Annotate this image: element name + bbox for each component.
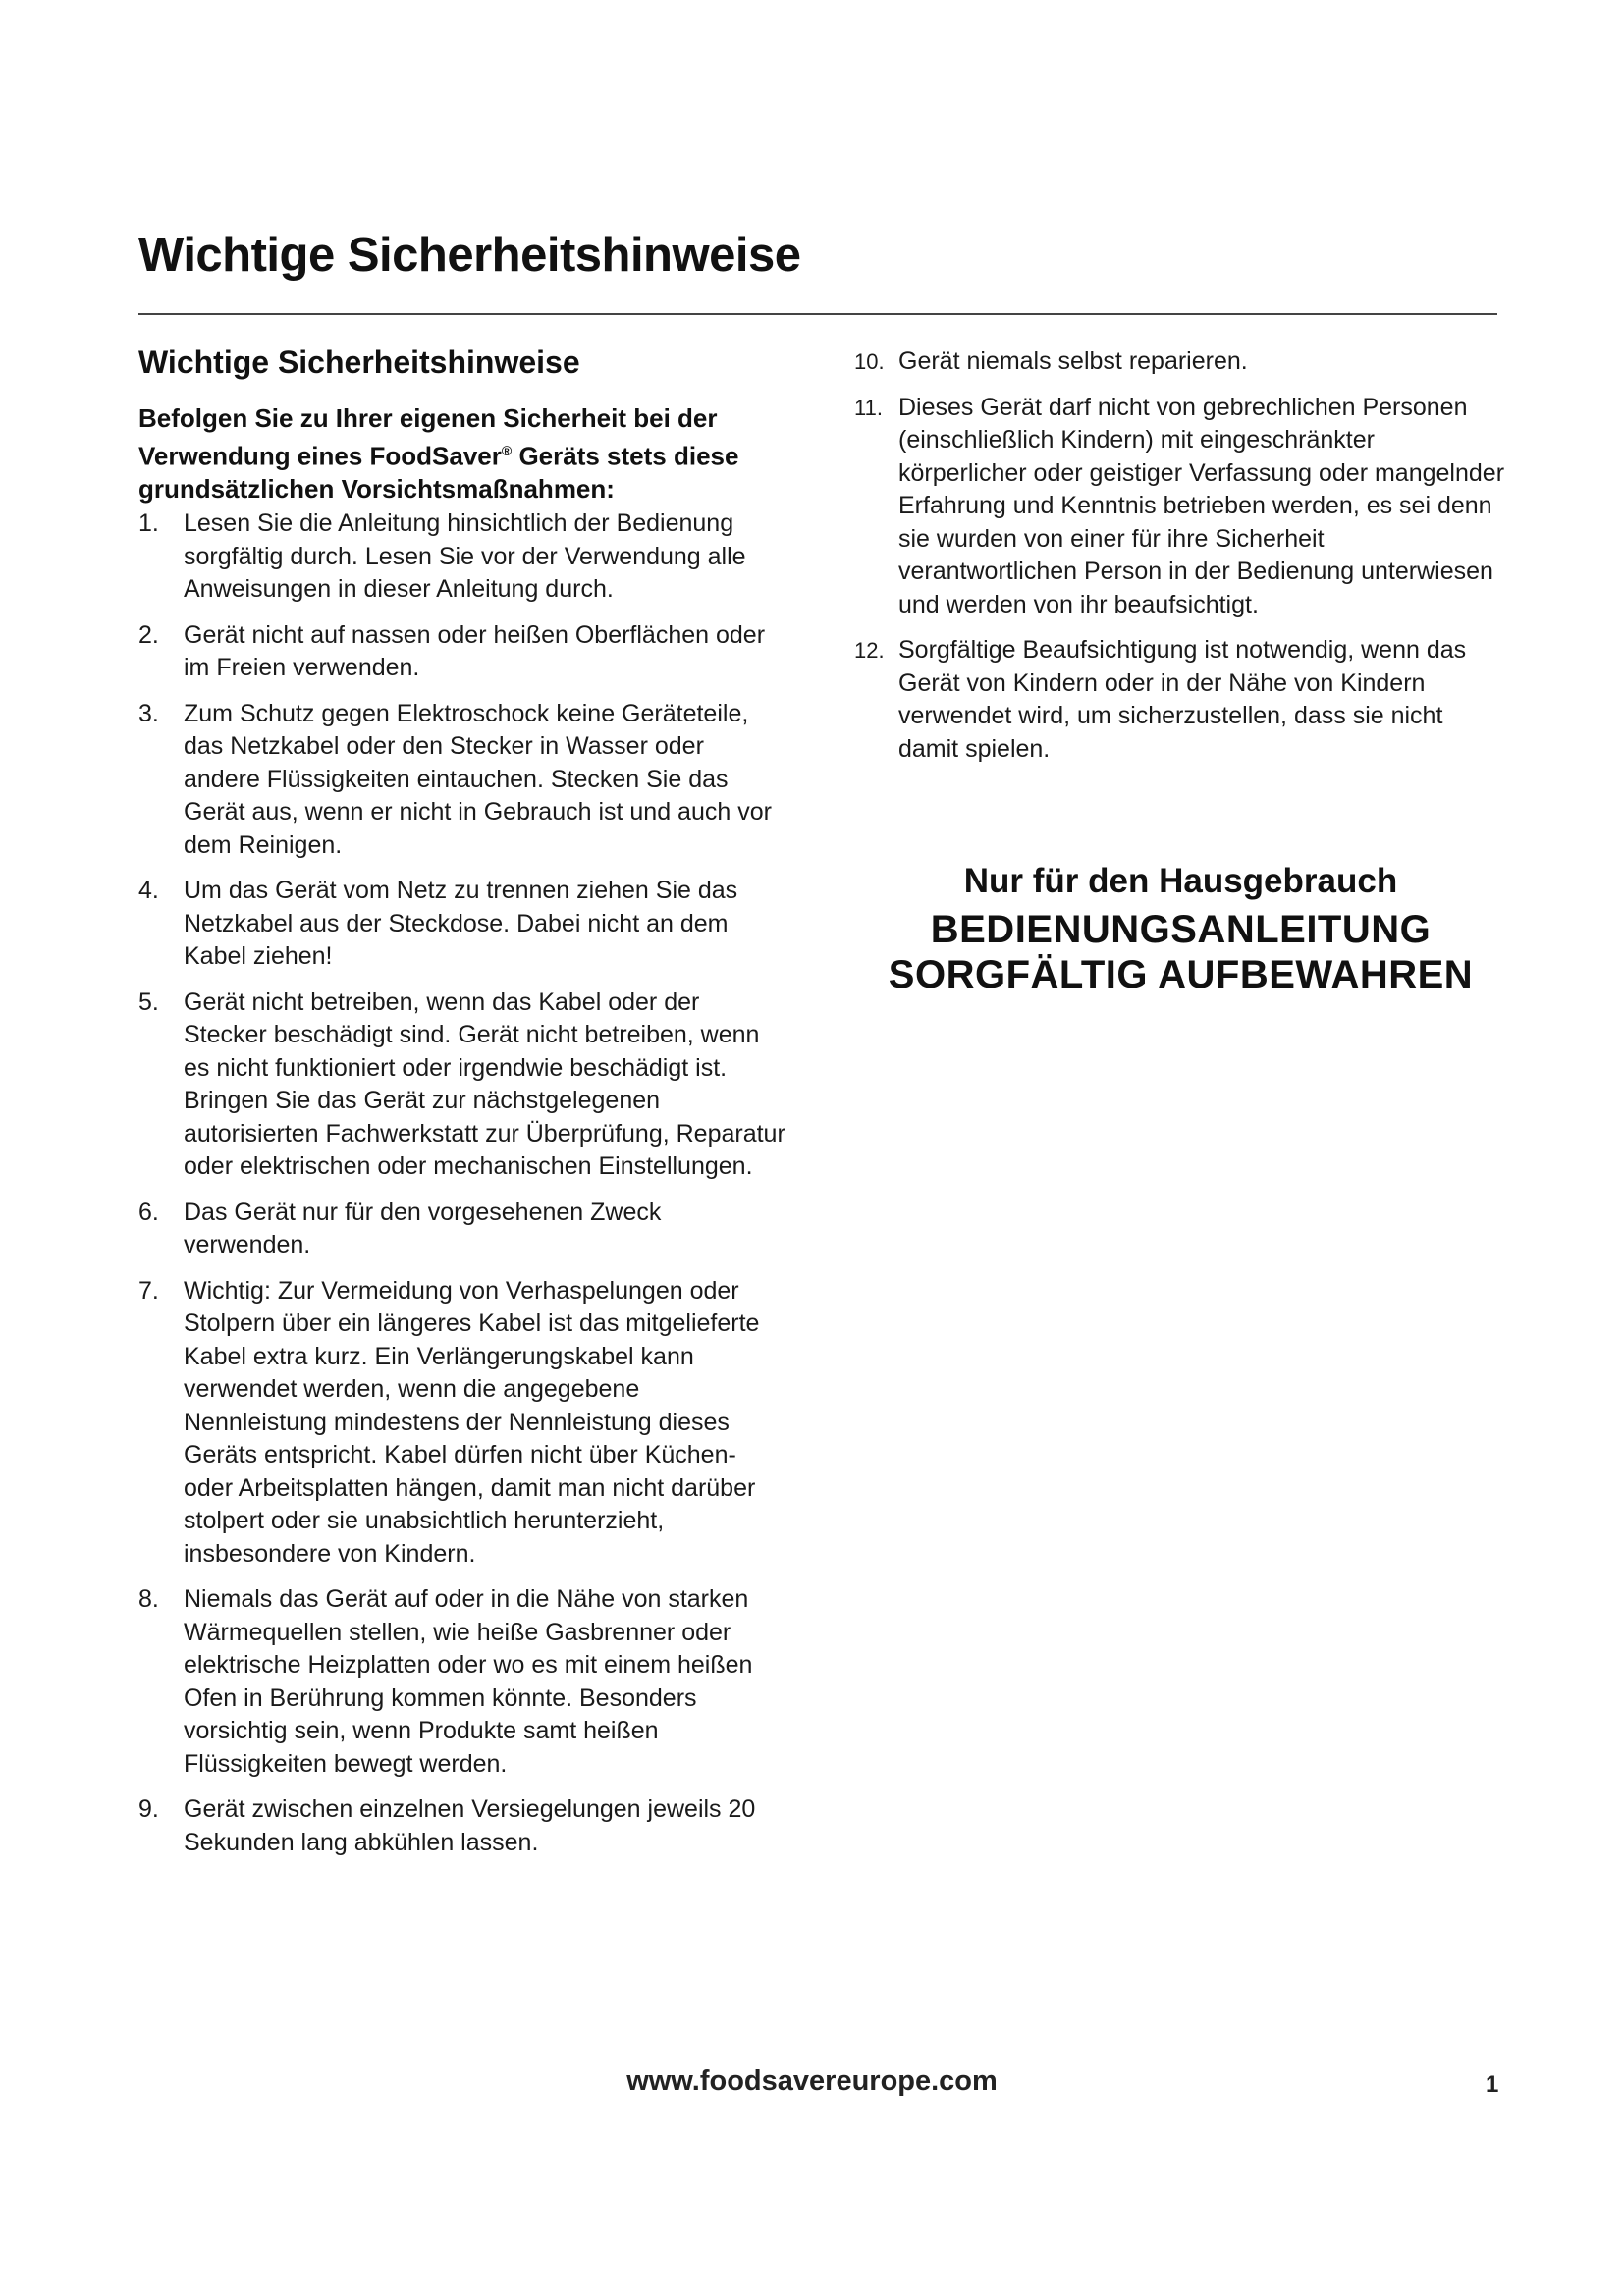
notice-line-1: BEDIENUNGSANLEITUNG [930,908,1432,951]
safety-item [138,987,786,1184]
item-number: 6. [138,1198,159,1226]
section-heading: Wichtige Sicherheitshinweise [138,345,580,380]
intro-paragraph [138,402,786,506]
item-number: 9. [138,1795,159,1824]
right-column [854,346,1507,778]
household-use-notice [854,862,1507,997]
safety-item [138,698,786,863]
notice-line-2: SORGFÄLTIG AUFBEWAHREN [888,953,1474,996]
safety-item [138,1583,786,1781]
item-text: Sorgfältige Beaufsichtigung ist notwendig, wenn das Gerät von Kindern oder in der Nähe von Kindern verwendet wird, um sicherzustellen, dass sie nicht damit spielen. [898,636,1467,763]
item-text: Dieses Gerät darf nicht von gebrechlichen Personen (einschließlich Kindern) mit eingeschränkter körperlicher oder geistiger Verfassung oder mangelnder Erfahrung und Kenntnis betrieben werden, es sei denn sie wurden von einer für ihre Sicherheit verantwortlichen Person in der Bedienung unterwiesen und werden von ihr beaufsichtigt. [898,393,1505,618]
item-number: 5. [138,988,159,1016]
page-number: 1 [1486,2071,1499,2098]
page-title: Wichtige Sicherheitshinweise [138,229,801,282]
intro-text-before: Befolgen Sie zu Ihrer eigenen Sicherheit bei der Verwendung eines FoodSaver [138,403,718,472]
left-column [138,344,786,1872]
safety-item [138,875,786,974]
registered-mark: ® [501,443,513,459]
item-number: 12. [854,638,885,663]
safety-list-left [138,507,786,1859]
item-number: 10. [854,349,885,374]
item-text: Gerät nicht auf nassen oder heißen Oberflächen oder im Freien verwenden. [184,620,766,682]
safety-item [854,346,1507,379]
intro-text-after: Geräts stets diese grundsätzlichen Vorsichtsmaßnahmen: [138,442,739,505]
notice-subtitle: Nur für den Hausgebrauch [963,862,1398,900]
item-text: Gerät zwischen einzelnen Versiegelungen jeweils 20 Sekunden lang abkühlen lassen. [184,1795,756,1856]
title-divider [138,313,1497,315]
item-number: 1. [138,509,159,538]
item-text: Gerät niemals selbst reparieren. [898,347,1248,375]
item-text: Das Gerät nur für den vorgesehenen Zweck verwenden. [184,1198,662,1259]
item-text: Um das Gerät vom Netz zu trennen ziehen Sie das Netzkabel aus der Steckdose. Dabei nicht an dem Kabel ziehen! [184,877,738,971]
item-number: 2. [138,620,159,649]
safety-item [854,634,1507,766]
safety-item [138,507,786,607]
item-number: 11. [854,395,883,420]
item-text: Lesen Sie die Anleitung hinsichtlich der Bedienung sorgfältig durch. Lesen Sie vor der Verwendung alle Anweisungen in dieser Anleitung durch. [184,509,746,604]
item-text: Gerät nicht betreiben, wenn das Kabel oder der Stecker beschädigt sind. Gerät nicht betreiben, wenn es nicht funktioniert oder irgendwie beschädigt ist. Bringen Sie das Gerät zur nächstgelegenen autorisierten Fachwerkstatt zur Überprüfung, Reparatur oder elektrischen oder mechanischen Einstellungen. [184,988,785,1181]
item-text: Zum Schutz gegen Elektroschock keine Geräteteile, das Netzkabel oder den Stecker in Wasser oder andere Flüssigkeiten eintauchen. Stecken Sie das Gerät aus, wenn er nicht in Gebrauch ist und auch vor dem Reinigen. [184,699,772,859]
item-number: 8. [138,1585,159,1614]
safety-list-right [854,346,1507,766]
item-text: Niemals das Gerät auf oder in die Nähe von starken Wärmequellen stellen, wie heiße Gasbrenner oder elektrische Heizplatten oder wo es mit einem heißen Ofen in Berührung kommen könnte. Besonders vorsichtig sein, wenn Produkte samt heißen Flüssigkeiten bewegt werden. [184,1585,753,1778]
item-text: Wichtig: Zur Vermeidung von Verhaspelungen oder Stolpern über ein längeres Kabel ist das mitgelieferte Kabel extra kurz. Ein Verlängerungskabel kann verwendet werden, wenn die angegebene Nennleistung mindestens der Nennleistung dieses Geräts entspricht. Kabel dürfen nicht über Küchen- oder Arbeitsplatten hängen, damit man nicht darüber stolpert oder sie unabsichtlich herunterzieht, insbesondere von Kindern. [184,1276,760,1568]
safety-item [854,392,1507,622]
item-number: 3. [138,699,159,727]
safety-item [138,619,786,685]
safety-item [138,1197,786,1262]
item-number: 4. [138,877,159,905]
safety-item [138,1275,786,1572]
footer-url: www.foodsavereurope.com [626,2065,998,2097]
safety-item [138,1793,786,1859]
item-number: 7. [138,1276,159,1305]
